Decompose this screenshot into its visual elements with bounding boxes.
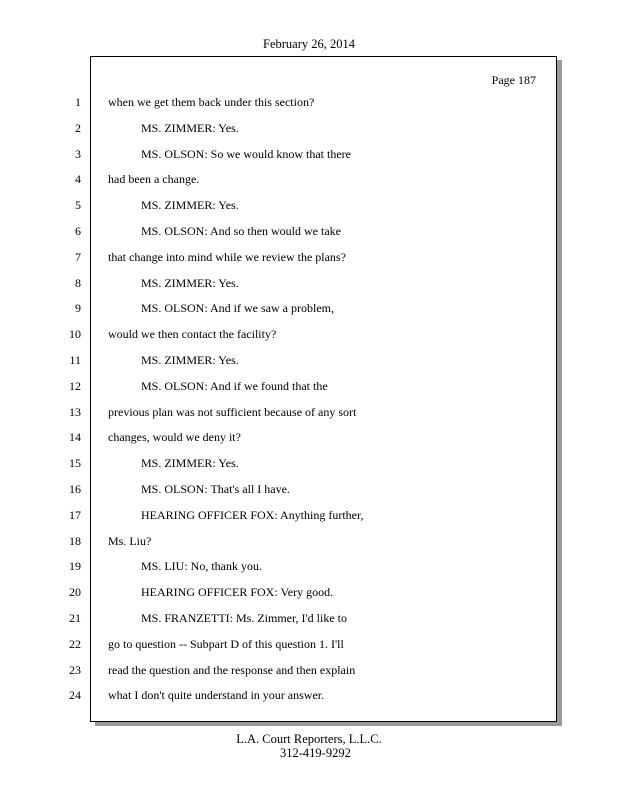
line-text: changes, would we deny it? xyxy=(108,430,241,445)
transcript-line xyxy=(0,610,618,626)
transcript-line xyxy=(0,558,618,574)
line-text: Ms. Liu? xyxy=(108,533,152,548)
line-number: 11 xyxy=(69,353,81,367)
line-text: MS. ZIMMER: Yes. xyxy=(141,456,239,471)
transcript-line xyxy=(0,146,618,162)
transcript-line xyxy=(0,171,618,187)
line-number: 4 xyxy=(75,172,81,187)
line-text: HEARING OFFICER FOX: Anything further, xyxy=(141,507,364,522)
transcript-line xyxy=(0,326,618,342)
line-number: 18 xyxy=(69,533,81,548)
transcript-line xyxy=(0,352,618,368)
line-number: 5 xyxy=(75,198,81,213)
transcript-line xyxy=(0,455,618,471)
document-date: February 26, 2014 xyxy=(263,37,355,51)
line-text: MS. OLSON: And if we saw a problem, xyxy=(141,301,334,316)
transcript-line xyxy=(0,249,618,265)
transcript-line xyxy=(0,300,618,316)
line-number: 13 xyxy=(69,404,81,419)
line-text: previous plan was not sufficient because of any sort xyxy=(108,404,357,419)
line-number: 12 xyxy=(69,378,81,393)
transcript-line xyxy=(0,687,618,703)
line-text: MS. OLSON: And so then would we take xyxy=(141,224,341,238)
footer-company: L.A. Court Reporters, L.L.C. xyxy=(236,732,382,746)
line-text: would we then contact the facility? xyxy=(108,327,277,342)
line-text: had been a change. xyxy=(108,172,200,187)
line-text: what I don't quite understand in your answer. xyxy=(108,688,325,703)
line-number: 16 xyxy=(69,482,81,496)
line-text: MS. LIU: No, thank you. xyxy=(141,559,262,574)
line-number: 10 xyxy=(69,327,81,342)
line-text: MS. OLSON: That's all I have. xyxy=(141,482,290,496)
line-text: read the question and the response and then explain xyxy=(108,662,356,677)
line-number: 20 xyxy=(69,585,81,600)
line-number: 8 xyxy=(75,275,81,290)
transcript-line xyxy=(0,378,618,394)
transcript-line xyxy=(0,584,618,600)
line-text: MS. ZIMMER: Yes. xyxy=(141,275,239,290)
line-text: go to question -- Subpart D of this question 1. I'll xyxy=(108,636,344,651)
line-text: MS. ZIMMER: Yes. xyxy=(141,353,239,367)
line-text: MS. OLSON: So we would know that there xyxy=(141,146,351,161)
transcript-line xyxy=(0,507,618,523)
transcript-line xyxy=(0,94,618,110)
line-text: when we get them back under this section? xyxy=(108,95,315,109)
line-number: 1 xyxy=(75,95,81,109)
page-number: Page 187 xyxy=(491,73,536,87)
transcript-line xyxy=(0,223,618,239)
line-text: MS. OLSON: And if we found that the xyxy=(141,378,328,393)
transcript-line xyxy=(0,533,618,549)
line-text: that change into mind while we review the plans? xyxy=(108,249,346,264)
line-number: 15 xyxy=(69,456,81,471)
line-text: MS. FRANZETTI: Ms. Zimmer, I'd like to xyxy=(141,611,348,625)
line-number: 19 xyxy=(69,559,81,574)
line-text: HEARING OFFICER FOX: Very good. xyxy=(141,585,334,600)
transcript-line xyxy=(0,636,618,652)
transcript-line xyxy=(0,275,618,291)
transcript-line xyxy=(0,481,618,497)
transcript-line xyxy=(0,404,618,420)
line-number: 24 xyxy=(69,688,81,703)
line-number: 22 xyxy=(69,636,81,651)
line-number: 17 xyxy=(69,507,81,522)
transcript-line xyxy=(0,197,618,213)
transcript-line xyxy=(0,429,618,445)
line-number: 6 xyxy=(75,224,81,238)
line-number: 23 xyxy=(69,662,81,677)
line-text: MS. ZIMMER: Yes. xyxy=(141,120,239,135)
line-number: 2 xyxy=(75,120,81,135)
transcript-line xyxy=(0,662,618,678)
line-number: 9 xyxy=(75,301,81,316)
line-number: 21 xyxy=(69,611,81,625)
line-number: 7 xyxy=(75,249,81,264)
line-number: 3 xyxy=(75,146,81,161)
transcript-line xyxy=(0,120,618,136)
footer-phone: 312-419-9292 xyxy=(280,746,351,760)
line-text: MS. ZIMMER: Yes. xyxy=(141,198,239,213)
line-number: 14 xyxy=(69,430,81,445)
